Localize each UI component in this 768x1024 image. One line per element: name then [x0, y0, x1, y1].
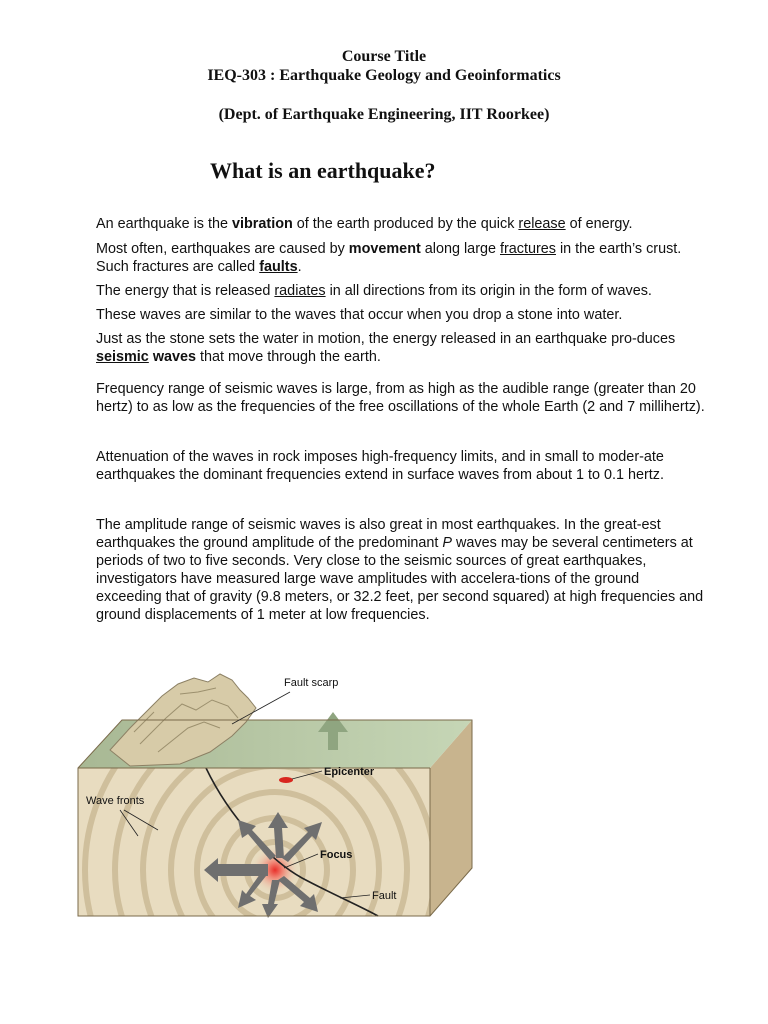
paragraph-6: Frequency range of seismic waves is large, from as high as the audible range (greater than 20 hertz) to as low as the frequencies of the free oscillations of the whole Earth (2 and 7 millihertz). — [96, 381, 705, 415]
p8-p-wave: P — [442, 535, 453, 551]
p2-movement: movement — [348, 241, 421, 257]
epicenter-label: Epicenter — [324, 766, 375, 778]
paragraph-5 — [96, 330, 706, 366]
p2-text-a: Most often, earthquakes are caused by — [96, 241, 349, 257]
paragraph-1 — [96, 215, 706, 233]
paragraph-8 — [96, 516, 706, 624]
department-line: (Dept. of Earthquake Engineering, IIT Roorkee) — [218, 106, 550, 123]
earthquake-block-diagram — [70, 648, 480, 918]
p8-text-a: The amplitude range of seismic waves is also great in most earthquakes. In the great-est earthquakes the ground amplitude of the predominant — [96, 517, 661, 551]
page-title: What is an earthquake? — [210, 158, 436, 183]
paragraph-4: These waves are similar to the waves that occur when you drop a stone into water. — [96, 307, 623, 323]
p5-text-e: that move through the earth. — [196, 349, 381, 365]
focus-label: Focus — [320, 849, 353, 861]
p2-text-e: in the earth’s crust. Such fractures are called — [96, 241, 682, 275]
p5-seismic: seismic — [96, 349, 149, 365]
p1-text-e: of energy. — [565, 216, 633, 232]
paragraph-2 — [96, 240, 706, 276]
paragraph-3 — [96, 282, 706, 300]
p2-faults: faults — [259, 259, 298, 275]
p3-text-a: The energy that is released — [96, 283, 275, 299]
p5-text-a: Just as the stone sets the water in motion, the energy released in an earthquake pro-duces — [96, 331, 676, 347]
paragraph-7: Attenuation of the waves in rock imposes high-frequency limits, and in small to moder-ate earthquakes the dominant frequencies extend in surface waves from about 1 to 0.1 hertz. — [96, 449, 664, 483]
course-title-heading: Course Title — [341, 48, 427, 65]
wave-fronts-label: Wave fronts — [86, 795, 145, 807]
p3-radiates: radiates — [274, 283, 326, 299]
course-name: IEQ-303 : Earthquake Geology and Geoinformatics — [207, 67, 561, 84]
p3-text-c: in all directions from its origin in the form of waves. — [325, 283, 652, 299]
p8-text-c: waves may be several centimeters at periods of two to five seconds. Very close to the seismic sources of great earthquakes, investigators have measured large wave amplitudes with accelera-tions of the ground exceeding that of gravity (9.8 meters, or 32.2 feet, per second squared) at high frequencies and ground displacements of 1 meter at low frequencies. — [96, 535, 704, 623]
p1-text-c: of the earth produced by the quick — [292, 216, 519, 232]
p2-text-g: . — [297, 259, 302, 275]
fault-label: Fault — [372, 890, 397, 902]
p1-text-a: An earthquake is the — [96, 216, 233, 232]
epicenter-marker — [279, 777, 293, 783]
p5-waves: waves — [152, 349, 197, 365]
p1-release: release — [518, 216, 566, 232]
p2-text-c: along large — [420, 241, 500, 257]
p2-fractures: fractures — [500, 241, 556, 257]
fault-scarp-label: Fault scarp — [284, 677, 339, 689]
p1-vibration: vibration — [232, 216, 293, 232]
